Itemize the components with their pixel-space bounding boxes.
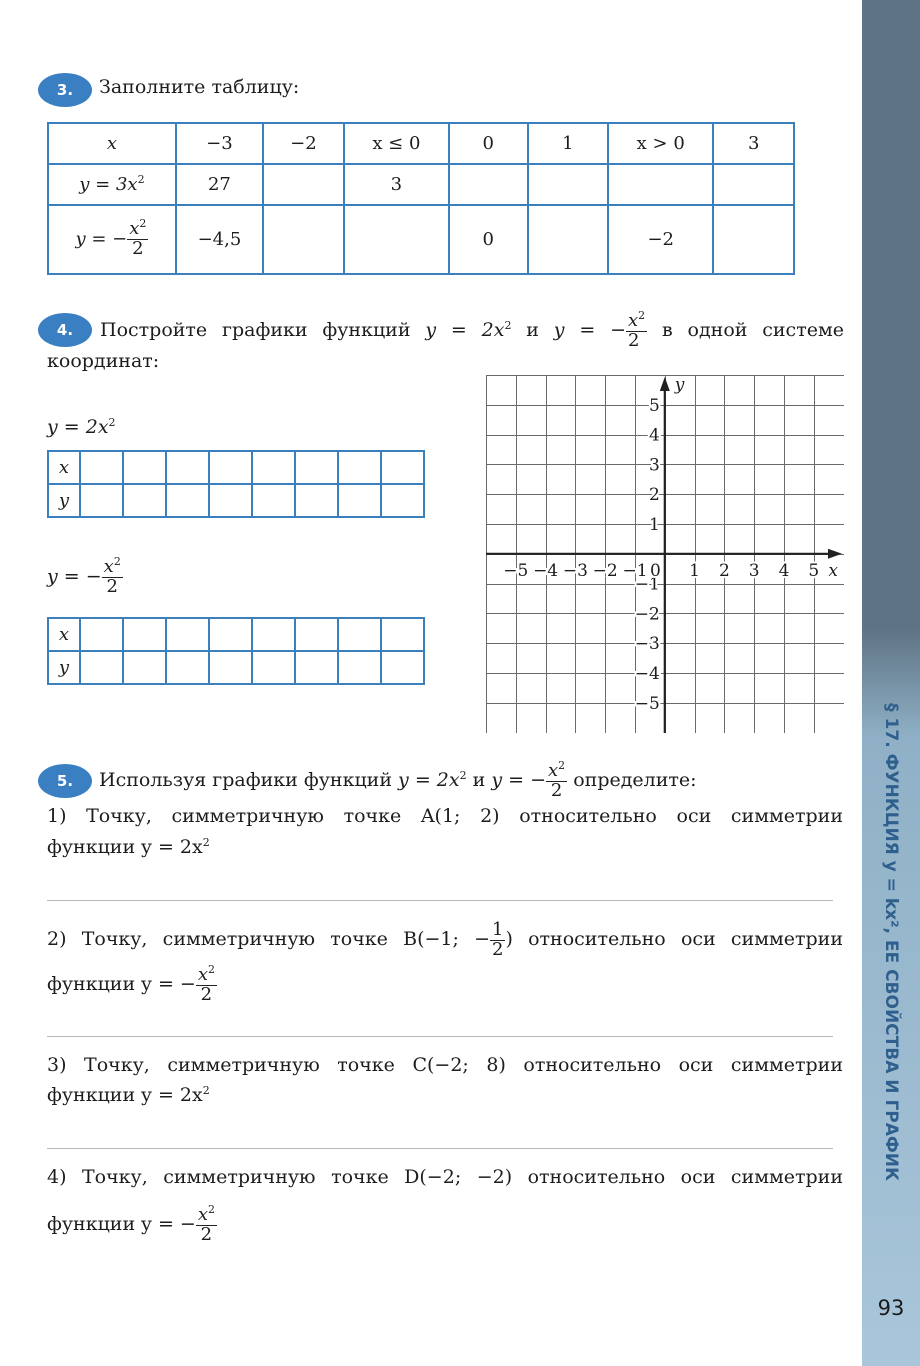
answer-cell[interactable] [209,484,252,517]
answer-cell[interactable] [123,651,166,684]
task5-item4-line2: функции y = − $\frac{x^2}{2}$ [47,1202,215,1245]
answer-cell[interactable] [713,164,794,205]
answer-cell[interactable] [295,451,338,484]
table-cell: x ≤ 0 [344,123,449,164]
x-tick-label: −1 [622,560,648,581]
task5-item4-line1: 4) Точку, симметричную точке D(−2; −2) относительно оси симметрии [47,1166,843,1188]
task3-badge: 3. [38,73,92,107]
row-header-y: y [48,651,80,684]
row-header-y: y [48,484,80,517]
task4-text-line2: координат: [47,350,160,372]
table-row [48,451,424,484]
table-cell: −3 [176,123,263,164]
answer-cell[interactable]: 0 [449,205,528,274]
answer-cell[interactable] [209,651,252,684]
table-cell: 0 [449,123,528,164]
y-tick-label: −3 [634,634,660,655]
answer-cell[interactable]: −4,5 [176,205,263,274]
table-row [48,205,794,274]
answer-cell[interactable] [80,484,123,517]
x-tick-label: −2 [592,560,618,581]
y-tick-label: −1 [634,574,660,595]
task5-item3-line2: функции $y = 2x^2$ [47,1084,210,1106]
table1-label: $y = 2x^2$ [47,416,116,438]
answer-cell[interactable] [252,484,295,517]
y-tick-label: 1 [648,515,660,535]
y-tick-label: 5 [648,395,660,416]
x-tick-label: 3 [748,560,760,581]
table-cell: −2 [263,123,344,164]
answer-cell[interactable] [381,451,424,484]
x-axis-arrow [828,549,842,559]
y-tick-label: 2 [648,485,660,506]
answer-cell[interactable] [80,451,123,484]
table-row [48,618,424,651]
answer-cell[interactable] [252,651,295,684]
table-row [48,164,794,205]
task5-item1-line1: 1) Точку, симметричную точке A(1; 2) относительно оси симметрии [47,805,843,827]
row-label-neg-x2-half: y = − $\frac{x^2}{2}$ [48,205,176,274]
answer-cell[interactable] [528,205,609,274]
table-cell: x [48,123,176,164]
table-cell: x > 0 [608,123,713,164]
y-tick-label: −2 [634,604,660,625]
task5-badge: 5. [38,764,92,798]
answer-cell[interactable] [528,164,609,205]
task5-item1-line2: функции $y = 2x^2$ [47,836,210,858]
table2-label: y = − $\frac{x^2}{2}$ [47,555,121,597]
x-tick-label: 4 [778,560,790,581]
coordinate-grid[interactable] [486,375,844,733]
task5-item3-line1: 3) Точку, симметричную точке C(−2; 8) относительно оси симметрии [47,1054,843,1076]
table-row [48,651,424,684]
task5-item2-line2: функции y = − $\frac{x^2}{2}$ [47,962,215,1005]
x-tick-label: −5 [503,560,529,581]
x-tick-label: 1 [689,560,701,581]
answer-cell[interactable] [344,205,449,274]
task5-intro: Используя графики функций $y = 2x^2$ и y = − $\frac{x^2}{2}$ определите: [99,758,697,801]
answer-cell[interactable] [338,618,381,651]
row-header-x: x [48,618,80,651]
x-tick-label: −4 [533,560,559,581]
answer-cell[interactable] [166,651,209,684]
answer-cell[interactable] [381,484,424,517]
answer-cell[interactable] [80,651,123,684]
y-tick-label: 4 [648,425,660,446]
answer-line-1[interactable] [47,900,833,901]
answer-cell[interactable] [123,451,166,484]
task3-table [47,122,795,275]
task4-text: Постройте графики функций $y = 2x^2$ и y = − $\frac{x^2}{2}$ в одной системе [100,308,844,351]
answer-cell[interactable] [123,618,166,651]
answer-cell[interactable] [338,651,381,684]
chapter-title: § 17. ФУНКЦИЯ y = kx², ЕЕ СВОЙСТВА И ГРАФИК [881,703,901,1181]
answer-cell[interactable] [381,651,424,684]
table-header-row [48,123,794,164]
answer-cell[interactable]: 27 [176,164,263,205]
answer-cell[interactable] [166,484,209,517]
answer-line-3[interactable] [47,1148,833,1149]
answer-cell[interactable] [608,164,713,205]
answer-cell[interactable]: −2 [608,205,713,274]
answer-cell[interactable] [123,484,166,517]
x-tick-label: −3 [562,560,588,581]
answer-cell[interactable] [166,618,209,651]
x-tick-label: 5 [808,560,820,581]
x-axis-label: x [828,560,838,581]
page-number: 93 [877,1296,905,1320]
table-cell: 1 [528,123,609,164]
answer-cell[interactable] [338,451,381,484]
answer-cell[interactable] [166,451,209,484]
table-row [48,484,424,517]
origin-label: 0 [649,560,661,581]
task5-item2-line1: 2) Точку, симметричную точке B(−1; − $\frac{1}{2}$ ) относительно оси симметрии [47,918,843,960]
row-header-x: x [48,451,80,484]
answer-cell[interactable] [252,451,295,484]
y-axis-label: y [674,375,685,395]
answer-cell[interactable] [295,618,338,651]
answer-cell[interactable] [713,205,794,274]
row-label-3x2: $y = 3x^2$ [48,164,176,205]
y-tick-label: −5 [634,693,660,714]
answer-cell[interactable] [381,618,424,651]
answer-line-2[interactable] [47,1036,833,1037]
task3-title: Заполните таблицу: [99,76,300,98]
task4-badge: 4. [38,313,92,347]
answer-cell[interactable] [80,618,123,651]
values-table-2x2 [47,450,425,518]
answer-cell[interactable] [449,164,528,205]
values-table-neg-x2-half [47,617,425,685]
y-tick-label: 3 [648,455,660,476]
table-cell: 3 [713,123,794,164]
answer-cell[interactable] [295,651,338,684]
answer-cell[interactable] [263,164,344,205]
answer-cell[interactable] [209,618,252,651]
answer-cell[interactable] [209,451,252,484]
x-tick-label: 2 [718,560,730,581]
answer-cell[interactable] [338,484,381,517]
coordinate-grid-svg [486,375,844,733]
y-axis-arrow [660,377,670,391]
answer-cell[interactable] [263,205,344,274]
y-tick-label: −4 [634,664,660,684]
answer-cell[interactable]: 3 [344,164,449,205]
answer-cell[interactable] [295,484,338,517]
answer-cell[interactable] [252,618,295,651]
